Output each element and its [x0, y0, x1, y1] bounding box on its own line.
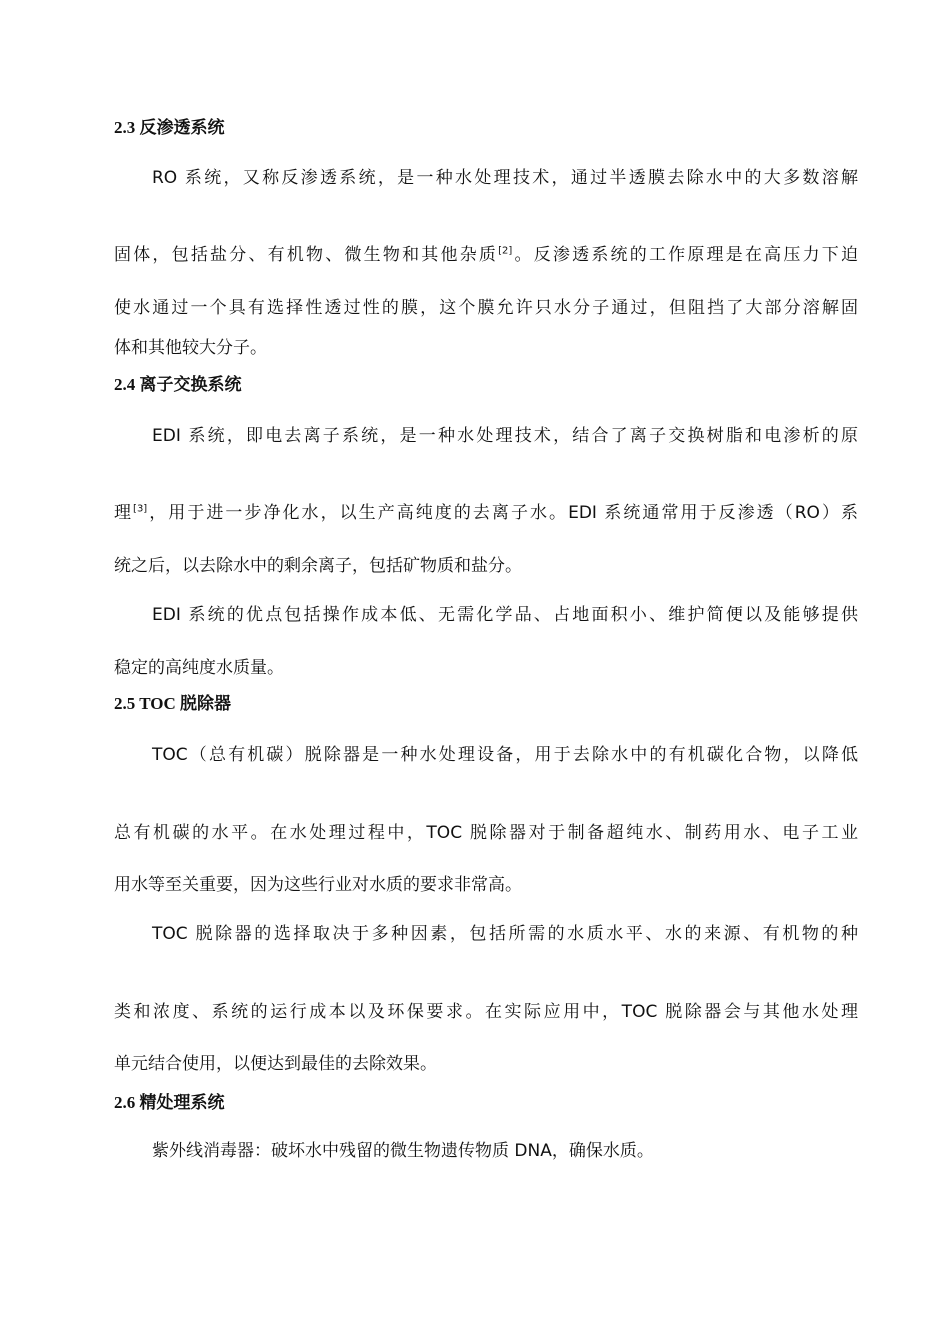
paragraph-line: EDI 系统的优点包括操作成本低、无需化学品、占地面积小、维护简便以及能够提供 [152, 605, 858, 625]
paragraph-line: 用水等至关重要，因为这些行业对水质的要求非常高。 [114, 875, 522, 895]
paragraph-line: 稳定的高纯度水质量。 [114, 658, 284, 678]
paragraph-line: 使水通过一个具有选择性透过性的膜，这个膜允许只水分子通过，但阻挡了大部分溶解固 [114, 298, 858, 318]
paragraph-line: RO 系统，又称反渗透系统，是一种水处理技术，通过半透膜去除水中的大多数溶解 [152, 168, 858, 188]
section-heading-2-6: 2.6 精处理系统 [114, 1093, 225, 1112]
section-heading-2-5: 2.5 TOC 脱除器 [114, 694, 231, 713]
paragraph-text: 理 [114, 503, 134, 523]
citation-ref: [3] [133, 503, 148, 515]
paragraph-line [114, 244, 858, 266]
paragraph-text: 。反渗透系统的工作原理是在高压力下迫 [512, 245, 859, 265]
section-heading-2-4: 2.4 离子交换系统 [114, 375, 242, 394]
paragraph-text: ，用于进一步净化水，以生产高纯度的去离子水。EDI 系统通常用于反渗透（RO）系 [147, 503, 858, 523]
paragraph-line [114, 502, 858, 524]
paragraph-line: EDI 系统，即电去离子系统，是一种水处理技术，结合了离子交换树脂和电渗析的原 [152, 426, 858, 446]
paragraph-line: TOC 脱除器的选择取决于多种因素，包括所需的水质水平、水的来源、有机物的种 [152, 924, 858, 944]
paragraph-line: 类和浓度、系统的运行成本以及环保要求。在实际应用中，TOC 脱除器会与其他水处理 [114, 1002, 858, 1022]
paragraph-line: 统之后，以去除水中的剩余离子，包括矿物质和盐分。 [114, 556, 522, 576]
citation-ref: [2] [498, 245, 513, 257]
paragraph-line: 体和其他较大分子。 [114, 338, 267, 358]
section-heading-2-3: 2.3 反渗透系统 [114, 118, 225, 137]
paragraph-line: TOC（总有机碳）脱除器是一种水处理设备，用于去除水中的有机碳化合物，以降低 [152, 745, 858, 765]
paragraph-line: 单元结合使用，以便达到最佳的去除效果。 [114, 1054, 437, 1074]
paragraph-line: 总有机碳的水平。在水处理过程中，TOC 脱除器对于制备超纯水、制药用水、电子工业 [114, 823, 858, 843]
paragraph-line: 紫外线消毒器：破坏水中残留的微生物遗传物质 DNA，确保水质。 [152, 1141, 654, 1161]
paragraph-text: 固体，包括盐分、有机物、微生物和其他杂质 [114, 245, 499, 265]
